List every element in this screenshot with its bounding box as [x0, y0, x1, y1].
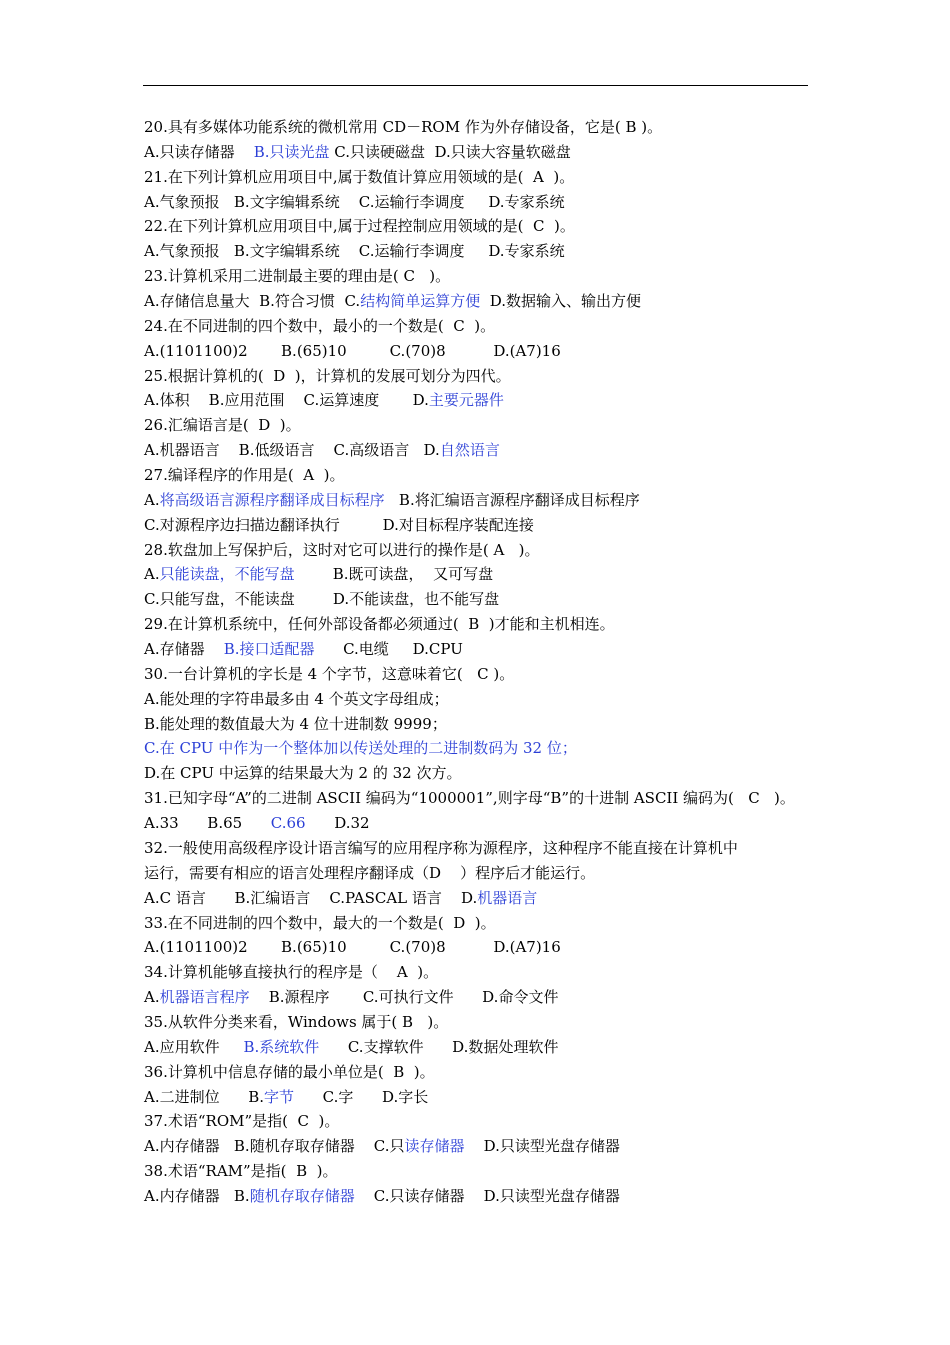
text-segment: 21.在下列计算机应用项目中,属于数值计算应用领域的是( A )。: [144, 167, 575, 186]
text-line: [144, 413, 824, 438]
text-segment: 36.计算机中信息存储的最小单位是( B )。: [144, 1062, 435, 1081]
text-segment: A.(1101100)2 B.(65)10 C.(70)8 D.(A7)16: [144, 938, 561, 957]
text-segment: A.内存储器 B.: [144, 1186, 250, 1205]
text-segment: A.气象预报 B.文字编辑系统 C.运输行李调度 D.专家系统: [144, 192, 565, 211]
text-segment: D.只读型光盘存储器: [464, 1137, 620, 1156]
text-line: [144, 388, 824, 413]
text-segment: A.存储器: [144, 640, 224, 659]
text-segment: C.只读存储器 D.只读型光盘存储器: [354, 1186, 620, 1205]
text-segment: B.既可读盘， 又可写盘: [294, 565, 494, 584]
text-segment: A.机器语言 B.低级语言 C.高级语言 D.: [144, 441, 440, 460]
text-line: [144, 985, 824, 1010]
text-line: [144, 960, 824, 985]
text-segment: 22.在下列计算机应用项目中,属于过程控制应用领域的是( C )。: [144, 217, 575, 236]
question-list: [144, 115, 824, 1209]
text-line: [144, 115, 824, 140]
text-segment: A.: [144, 490, 160, 509]
text-segment: 31.已知字母“A”的二进制 ASCII 编码为“1000001”,则字母“B”的十进制 ASCII 编码为( C )。: [144, 789, 795, 808]
text-segment: C.电缆 D.CPU: [314, 640, 463, 659]
text-segment: 24.在不同进制的四个数中，最小的一个数是( C )。: [144, 316, 496, 335]
text-segment: 运行，需要有相应的语言处理程序翻译成（D ）程序后才能运行。: [144, 863, 596, 882]
text-segment: 38.术语“RAM”是指( B )。: [144, 1162, 338, 1181]
text-segment: 29.在计算机系统中，任何外部设备都必须通过( B )才能和主机相连。: [144, 615, 615, 634]
text-line: [144, 886, 824, 911]
answer-highlight: 字节: [264, 1087, 295, 1106]
text-line: [144, 587, 824, 612]
text-segment: A.: [144, 988, 160, 1007]
answer-highlight: 主要元器件: [428, 391, 504, 410]
text-segment: A.只读存储器: [144, 142, 254, 161]
answer-highlight: 读存储器: [404, 1137, 465, 1156]
text-segment: 30.一台计算机的字长是 4 个字节，这意味着它( C )。: [144, 664, 515, 683]
text-segment: 35.从软件分类来看，Windows 属于( B )。: [144, 1012, 449, 1031]
text-segment: 26.汇编语言是( D )。: [144, 416, 301, 435]
text-line: [144, 562, 824, 587]
text-segment: D.在 CPU 中运算的结果最大为 2 的 32 次方。: [144, 764, 462, 783]
text-segment: D.数据输入、输出方便: [480, 292, 641, 311]
answer-highlight: 机器语言: [477, 888, 538, 907]
text-segment: A.内存储器 B.随机存取存储器 C.只: [144, 1137, 405, 1156]
text-segment: D.32: [305, 814, 370, 833]
text-line: [144, 1184, 824, 1209]
answer-highlight: B.只读光盘: [253, 142, 330, 161]
text-line: [144, 1159, 824, 1184]
answer-highlight: B.接口适配器: [223, 640, 315, 659]
text-segment: B.将汇编语言源程序翻译成目标程序: [384, 490, 640, 509]
text-segment: B.源程序 C.可执行文件 D.命令文件: [249, 988, 559, 1007]
text-line: [144, 786, 824, 811]
text-line: [144, 538, 824, 563]
answer-highlight: C.66: [270, 814, 306, 833]
text-segment: A.体积 B.应用范围 C.运算速度 D.: [144, 391, 429, 410]
text-line: [144, 736, 824, 761]
answer-highlight: C.在 CPU 中作为一个整体加以传送处理的二进制数码为 32 位；: [144, 739, 577, 758]
answer-highlight: 只能读盘，不能写盘: [159, 565, 295, 584]
answer-highlight: 结构简单运算方便: [360, 292, 481, 311]
text-line: [144, 463, 824, 488]
text-segment: A.(1101100)2 B.(65)10 C.(70)8 D.(A7)16: [144, 341, 561, 360]
text-line: [144, 1060, 824, 1085]
text-line: [144, 911, 824, 936]
text-line: [144, 488, 824, 513]
text-segment: C.只能写盘，不能读盘 D.不能读盘，也不能写盘: [144, 590, 500, 609]
answer-highlight: 随机存取存储器: [249, 1186, 355, 1205]
text-segment: A.: [144, 565, 160, 584]
text-line: [144, 364, 824, 389]
text-line: [144, 165, 824, 190]
answer-highlight: 机器语言程序: [159, 988, 250, 1007]
text-line: [144, 687, 824, 712]
text-line: [144, 1134, 824, 1159]
text-line: [144, 513, 824, 538]
text-line: [144, 662, 824, 687]
header-rule: [143, 85, 808, 86]
text-line: [144, 214, 824, 239]
text-line: [144, 339, 824, 364]
text-segment: C.对源程序边扫描边翻译执行 D.对目标程序装配连接: [144, 515, 534, 534]
text-segment: 34.计算机能够直接执行的程序是（ A )。: [144, 963, 439, 982]
answer-highlight: 将高级语言源程序翻译成目标程序: [159, 490, 385, 509]
text-line: [144, 289, 824, 314]
text-segment: 32.一般使用高级程序设计语言编写的应用程序称为源程序，这种程序不能直接在计算机中: [144, 838, 738, 857]
text-segment: A.应用软件: [144, 1037, 244, 1056]
text-line: [144, 1109, 824, 1134]
text-segment: 37.术语“ROM”是指( C )。: [144, 1112, 340, 1131]
answer-highlight: 自然语言: [439, 441, 500, 460]
text-line: [144, 836, 824, 861]
text-segment: A.33 B.65: [144, 814, 271, 833]
text-segment: C.只读硬磁盘 D.只读大容量软磁盘: [329, 142, 571, 161]
text-line: [144, 637, 824, 662]
text-line: [144, 1085, 824, 1110]
text-line: [144, 190, 824, 215]
text-segment: A.二进制位 B.: [144, 1087, 265, 1106]
text-segment: 23.计算机采用二进制最主要的理由是( C )。: [144, 267, 451, 286]
text-line: [144, 612, 824, 637]
text-line: [144, 712, 824, 737]
text-line: [144, 1035, 824, 1060]
text-segment: 33.在不同进制的四个数中，最大的一个数是( D )。: [144, 913, 496, 932]
text-segment: A.C 语言 B.汇编语言 C.PASCAL 语言 D.: [144, 888, 478, 907]
text-line: [144, 1010, 824, 1035]
text-segment: 28.软盘加上写保护后，这时对它可以进行的操作是( A )。: [144, 540, 540, 559]
text-segment: C.字 D.字长: [294, 1087, 429, 1106]
text-line: [144, 811, 824, 836]
text-line: [144, 314, 824, 339]
text-segment: B.能处理的数值最大为 4 位十进制数 9999；: [144, 714, 447, 733]
text-line: [144, 761, 824, 786]
text-segment: 25.根据计算机的( D )，计算机的发展可划分为四代。: [144, 366, 511, 385]
text-segment: C.支撑软件 D.数据处理软件: [319, 1037, 559, 1056]
answer-highlight: B.系统软件: [243, 1037, 320, 1056]
text-segment: A.存储信息量大 B.符合习惯 C.: [144, 292, 361, 311]
text-segment: 27.编译程序的作用是( A )。: [144, 466, 345, 485]
text-segment: A.能处理的字符串最多由 4 个英文字母组成；: [144, 689, 449, 708]
text-line: [144, 935, 824, 960]
text-line: [144, 264, 824, 289]
text-segment: 20.具有多媒体功能系统的微机常用 CD－ROM 作为外存储设备，它是( B )。: [144, 118, 663, 136]
text-line: [144, 140, 824, 165]
text-line: [144, 438, 824, 463]
text-segment: A.气象预报 B.文字编辑系统 C.运输行李调度 D.专家系统: [144, 242, 565, 261]
text-line: [144, 239, 824, 264]
text-line: [144, 861, 824, 886]
